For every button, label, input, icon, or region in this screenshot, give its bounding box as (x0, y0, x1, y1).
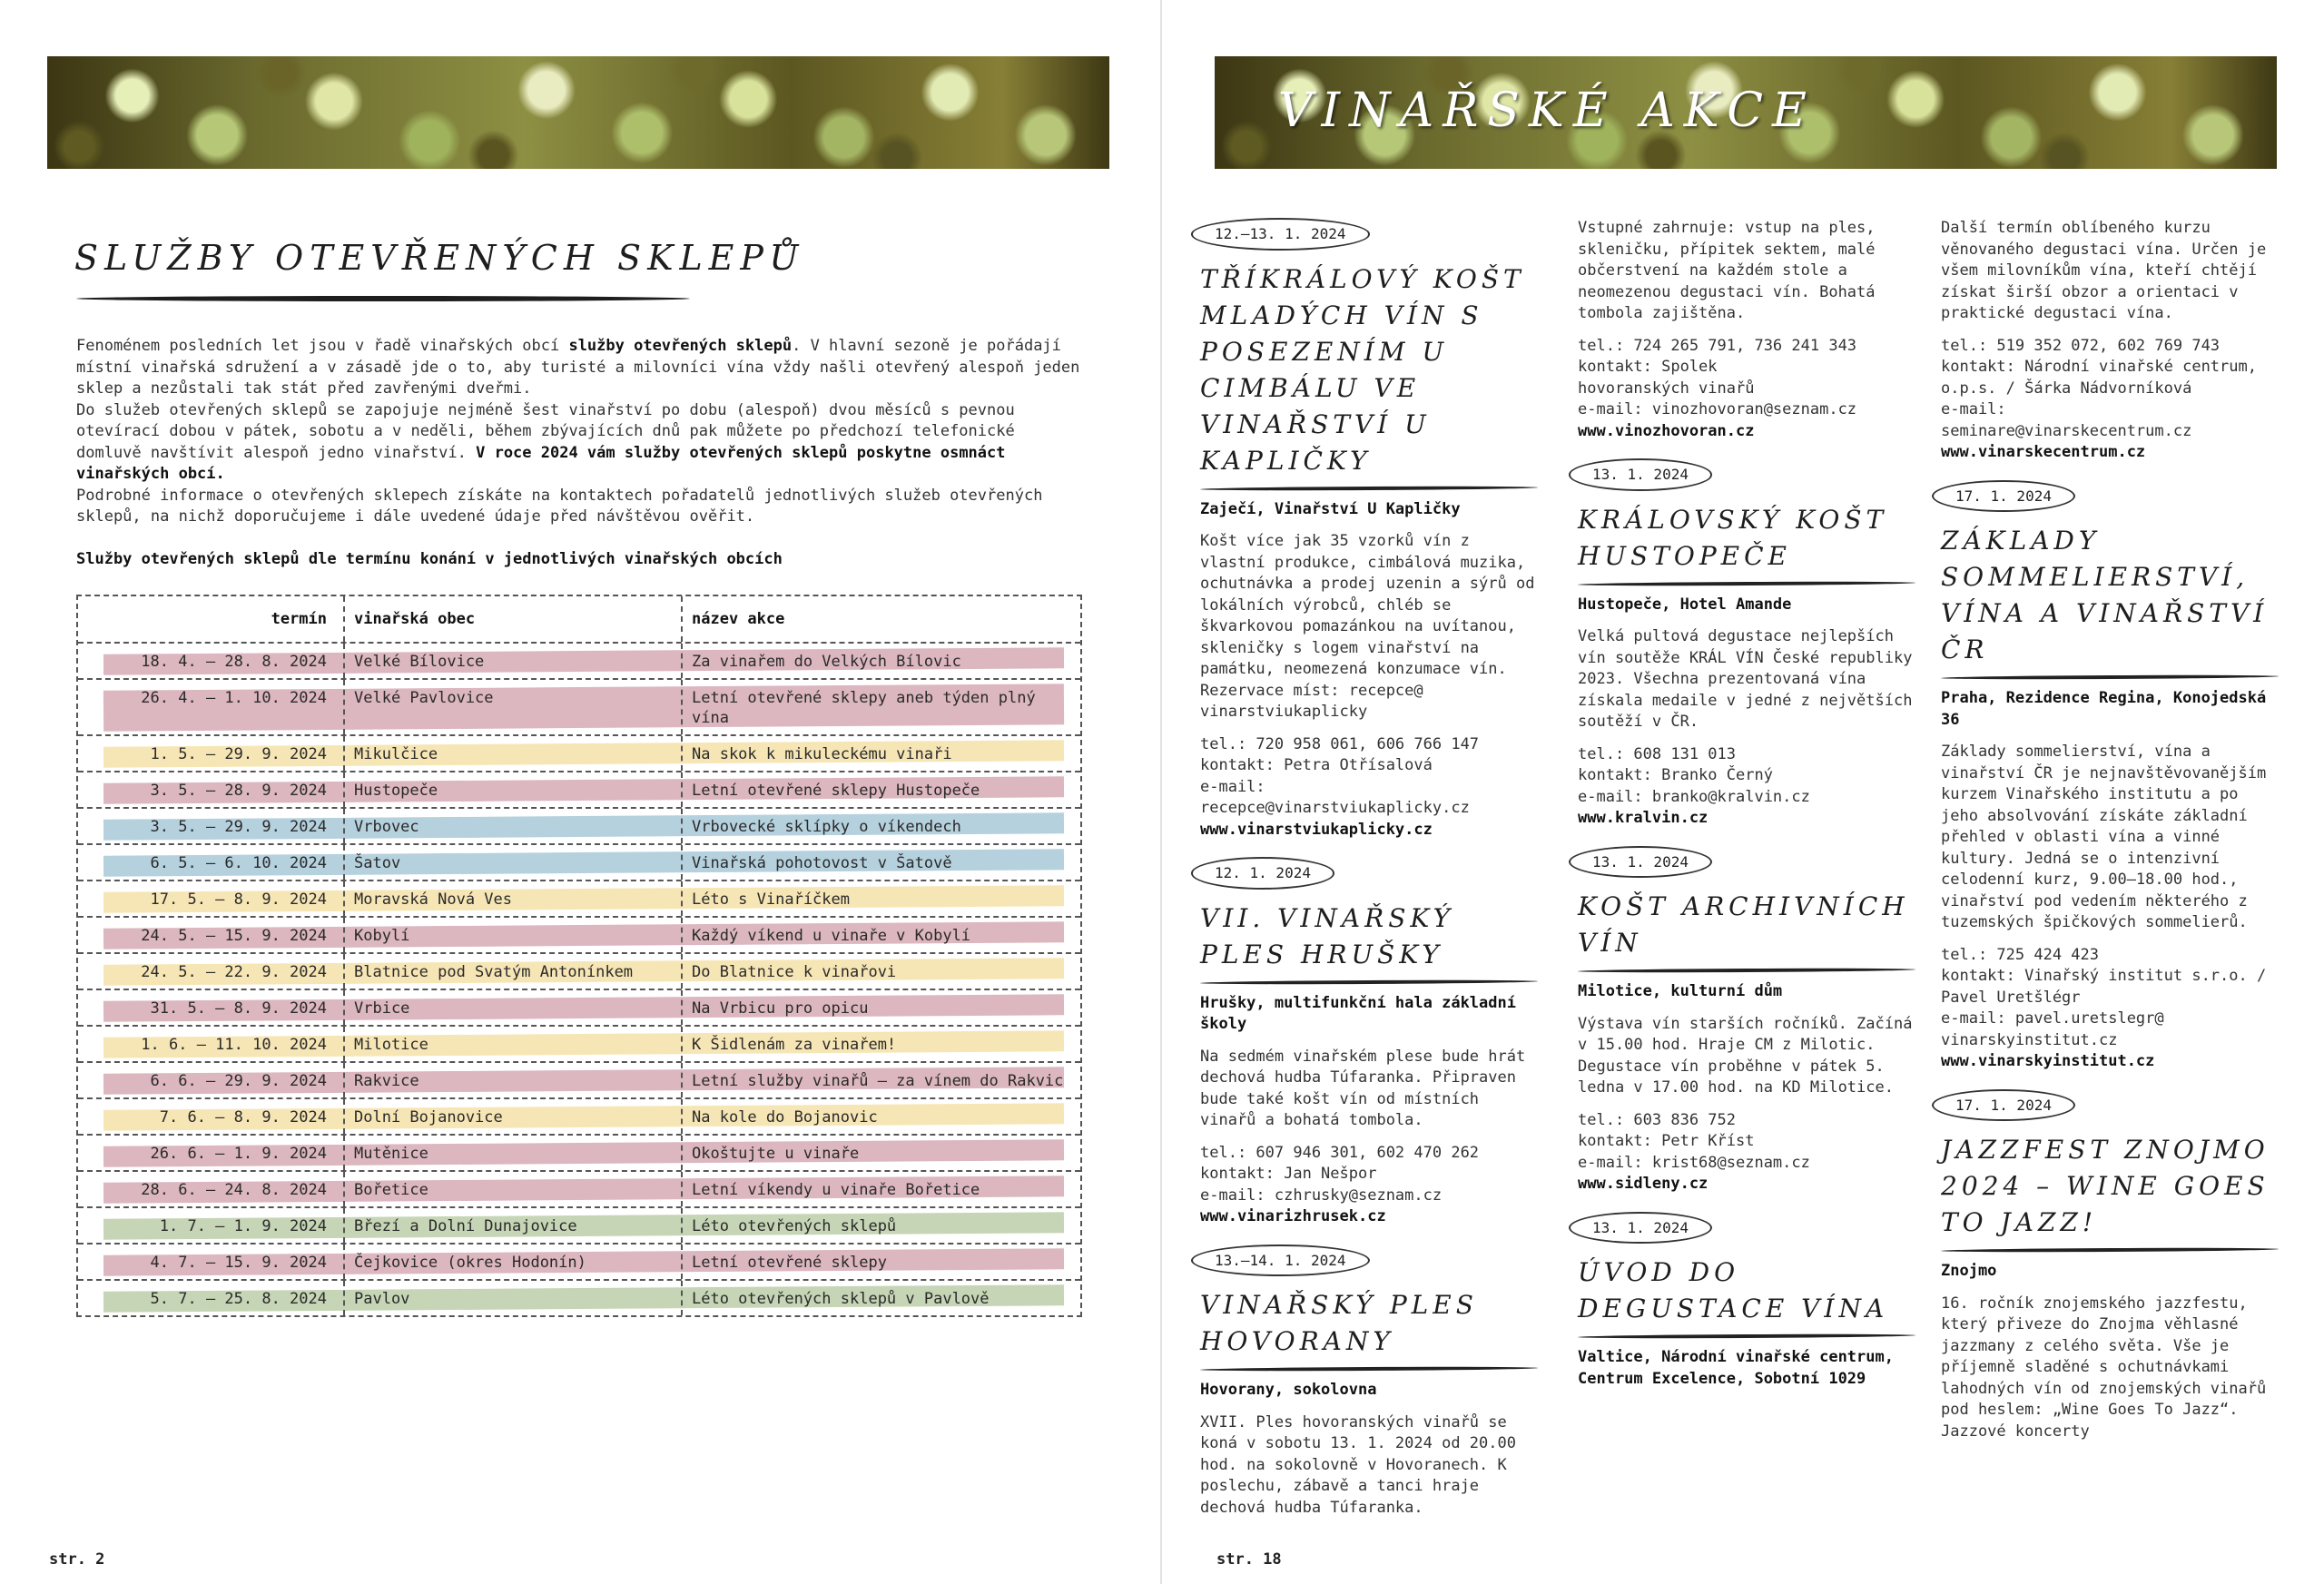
event-website: www.vinarstviukaplicky.cz (1200, 820, 1433, 839)
table-row (78, 845, 1080, 881)
cell-event: Letní víkendy u vinaře Bořetice (692, 1181, 980, 1199)
event-place: Milotice, kulturní dům (1578, 982, 1783, 1000)
event-date: 12. 1. 2024 (1191, 857, 1334, 890)
event-website: www.vinozhovoran.cz (1578, 421, 1755, 440)
event-description: Základy sommelierství, vína a vinařství ČR je nejnavštěvovanějším kurzem Vinařského institutu a po jeho absolvování získáte základní přehled v oblasti vína a vinné kultury. Jedná se o intenzivní celodenní kurz, 9.00–18.00 hod., vinařství pod vedením některého z tuzemských špičkových sommelierů. (1941, 743, 2267, 931)
table-row (78, 772, 1080, 809)
event-description: Vstupné zahrnuje: vstup na ples, skleničku, přípitek sektem, malé občerstvení na každém stole a neomezenou degustaci vín. Bohatá tombola zajištěna. (1578, 219, 1876, 322)
table-header (78, 596, 1080, 644)
cell-event: Léto otevřených sklepů (692, 1217, 897, 1235)
event-date: 12.–13. 1. 2024 (1191, 218, 1370, 251)
intro-paragraph-1: Fenoménem posledních let jsou v řadě vinařských obcí služby otevřených sklepů. V hlavní sezoně je pořádají místní vinařská sdružení a v zásadě jde o to, aby turisté a milovníci vína vždy našli otevřený alespoň jeden sklep a nezůstali tak stát před zavřenými dveřmi. (76, 337, 1080, 398)
header-village: vinařská obec (345, 596, 683, 642)
cell-term: 26. 4. – 1. 10. 2024 (78, 680, 345, 734)
table-row (78, 1063, 1080, 1099)
cell-village: Hustopeče (345, 772, 683, 807)
event (1200, 1245, 1538, 1520)
cell-village: Šatov (345, 845, 683, 880)
event-contact: tel.: 603 836 752 kontakt: Petr Kříst e-mail: krist68@seznam.cz (1578, 1110, 1810, 1172)
cell-term: 24. 5. – 15. 9. 2024 (78, 918, 345, 952)
event-contact: tel.: 607 946 301, 602 470 262 kontakt: Jan Nešpor e-mail: czhrusky@seznam.cz (1200, 1143, 1480, 1205)
cell-term: 5. 7. – 25. 8. 2024 (78, 1281, 345, 1315)
table-row (78, 1245, 1080, 1281)
header-event: název akce (692, 610, 785, 628)
grapes-banner-image (1215, 56, 2277, 169)
event-title: ZÁKLADY SOMMELIERSTVÍ, VÍNA A VINAŘSTVÍ ČR (1941, 526, 2269, 664)
event-place: Praha, Rezidence Regina, Konojedská 36 (1941, 689, 2267, 729)
cell-event: Za vinařem do Velkých Bílovic (692, 653, 961, 671)
event-description: Košt více jak 35 vzorků vín z vlastní produkce, cimbálová muzika, ochutnávka a prodej uzenin a sýrů od lokálních výrobců, chléb se škvarkovou pomazánkou na uvítanou, skleničky s logem vinařství na památku, neomezená konzumace vín. Rezervace míst: recepce@ vinarstviukaplicky (1200, 532, 1535, 721)
event (1578, 218, 1915, 442)
title-underline (1941, 1247, 2279, 1253)
event-description: 16. ročník znojemského jazzfestu, který přiveze do Znojma věhlasné jazzmany z celého světa. Vše je příjemně sladěné s ochutnávkami lahodných vín od znojemských vinařů pod heslem: „Wine Goes To Jazz“. Jazzové koncerty (1941, 1294, 2267, 1441)
event (1578, 1212, 1915, 1391)
cell-event: Vrbovecké sklípky o víkendech (692, 818, 961, 836)
event-website: www.kralvin.cz (1578, 809, 1709, 827)
events-column-1 (1200, 218, 1538, 1535)
cell-term: 6. 5. – 6. 10. 2024 (78, 845, 345, 880)
event-date: 13. 1. 2024 (1569, 846, 1712, 879)
title-underline (1578, 968, 1915, 973)
cell-event: Letní otevřené sklepy Hustopeče (692, 782, 980, 800)
event-title: KOŠT ARCHIVNÍCH VÍN (1578, 891, 1909, 958)
table-row (78, 644, 1080, 680)
title-underline (1578, 1333, 1915, 1339)
event-contact: tel.: 519 352 072, 602 769 743 kontakt: Národní vinařské centrum, o.p.s. / Šárka Nádvorníková e-mail: seminare@vinarskecentrum.cz (1941, 336, 2257, 440)
event-place: Hrušky, multifunkční hala základní školy (1200, 993, 1516, 1033)
grapes-banner-image (47, 56, 1109, 169)
event (1941, 1089, 2279, 1443)
title-underline (76, 296, 690, 301)
title-underline (1578, 581, 1915, 586)
cell-village: Vrbice (345, 990, 683, 1025)
event-date: 17. 1. 2024 (1932, 1089, 2075, 1122)
cell-village: Velké Bílovice (345, 644, 683, 678)
cell-event: Letní otevřené sklepy (692, 1254, 887, 1272)
event (1200, 218, 1538, 841)
cell-term: 18. 4. – 28. 8. 2024 (78, 644, 345, 678)
cell-village: Mikulčice (345, 736, 683, 771)
page-number: str. 18 (1216, 1550, 1282, 1569)
cell-event: Na skok k mikuleckému vinaři (692, 745, 952, 763)
table-row (78, 881, 1080, 918)
table-row (78, 680, 1080, 736)
cell-event: Na Vrbicu pro opicu (692, 999, 869, 1018)
cell-village: Rakvice (345, 1063, 683, 1097)
cell-village: Březí a Dolní Dunajovice (345, 1208, 683, 1243)
cell-village: Vrbovec (345, 809, 683, 843)
event-place: Hustopeče, Hotel Amande (1578, 595, 1792, 614)
table-title: Služby otevřených sklepů dle termínu konání v jednotlivých vinařských obcích (76, 550, 783, 568)
events-column-3 (1941, 218, 2279, 1459)
cell-village: Čejkovice (okres Hodonín) (345, 1245, 683, 1279)
event-date: 13.–14. 1. 2024 (1191, 1245, 1370, 1277)
cell-term: 26. 6. – 1. 9. 2024 (78, 1136, 345, 1170)
cell-village: Velké Pavlovice (345, 680, 683, 734)
cell-term: 4. 7. – 15. 9. 2024 (78, 1245, 345, 1279)
table-row (78, 918, 1080, 954)
event-website: www.vinarizhrusek.cz (1200, 1207, 1386, 1225)
title-underline (1200, 486, 1538, 491)
cell-event: K Šidlenám za vinařem! (692, 1036, 897, 1054)
cell-event: Letní otevřené sklepy aneb týden plný vína (692, 689, 1036, 727)
event-title: KRÁLOVSKÝ KOŠT HUSTOPEČE (1578, 504, 1888, 571)
cell-village: Milotice (345, 1027, 683, 1061)
table-row (78, 954, 1080, 990)
cell-event: Každý víkend u vinaře v Kobylí (692, 927, 971, 945)
page-number: str. 2 (49, 1550, 105, 1569)
cell-term: 1. 7. – 1. 9. 2024 (78, 1208, 345, 1243)
event-website: www.sidleny.cz (1578, 1175, 1709, 1193)
table-row (78, 1172, 1080, 1208)
cell-term: 31. 5. – 8. 9. 2024 (78, 990, 345, 1025)
event-place: Zaječí, Vinařství U Kapličky (1200, 499, 1461, 518)
event-title: TŘÍKRÁLOVÝ KOŠT MLADÝCH VÍN S POSEZENÍM U CIMBÁLU VE VINAŘSTVÍ U KAPLIČKY (1200, 263, 1525, 476)
cell-village: Dolní Bojanovice (345, 1099, 683, 1134)
event-contact: tel.: 608 131 013 kontakt: Branko Černý e-mail: branko@kralvin.cz (1578, 744, 1810, 806)
event (1578, 458, 1915, 830)
event (1941, 480, 2279, 1073)
event-title: ÚVOD DO DEGUSTACE VÍNA (1578, 1257, 1889, 1323)
cell-term: 7. 6. – 8. 9. 2024 (78, 1099, 345, 1134)
cell-term: 1. 6. – 11. 10. 2024 (78, 1027, 345, 1061)
cell-event: Letní služby vinařů – za vínem do Rakvic (692, 1072, 1064, 1090)
intro-paragraph-2: Do služeb otevřených sklepů se zapojuje nejméně šest vinařství po dobu (alespoň) dvou měsíců s pevnou otevírací dobou v pátek, sobotu a v neděli, během zbývajících dnů pak můžete po předchozí telefonické domluvě navštívit alespoň jedno vinařství. V roce 2024 vám služby otevřených sklepů poskytne osmnáct vinařských obcí. (76, 400, 1015, 483)
event-title: VINAŘSKÝ PLES HOVORANY (1200, 1290, 1478, 1356)
cell-event: Léto otevřených sklepů v Pavlově (692, 1290, 990, 1308)
event-website: www.vinarskyinstitut.cz (1941, 1052, 2155, 1070)
right-page (1162, 0, 2324, 1584)
event-description: Další termín oblíbeného kurzu věnovaného degustaci vína. Určen je všem milovníkům vína, kteří chtějí získat širší obzor a orientaci v praktické degustaci vína. (1941, 219, 2267, 322)
section-title: SLUŽBY OTEVŘENÝCH SKLEPŮ (74, 238, 805, 278)
cell-village: Bořetice (345, 1172, 683, 1206)
table-row (78, 1027, 1080, 1063)
event-contact: tel.: 720 958 061, 606 766 147 kontakt: Petra Otřísalová e-mail: recepce@vinarstviukaplicky.cz (1200, 734, 1480, 817)
event-description: Velká pultová degustace nejlepších vín soutěže KRÁL VÍN České republiky 2023. Všechna prezentovaná vína získala medaile v jedné z největších soutěží v ČR. (1578, 627, 1913, 731)
cell-term: 1. 5. – 29. 9. 2024 (78, 736, 345, 771)
cell-term: 3. 5. – 28. 9. 2024 (78, 772, 345, 807)
cell-term: 28. 6. – 24. 8. 2024 (78, 1172, 345, 1206)
title-underline (1200, 1366, 1538, 1372)
cell-village: Pavlov (345, 1281, 683, 1315)
event-place: Znojmo (1941, 1262, 1997, 1280)
table-row (78, 1208, 1080, 1245)
event-description: Výstava vín starších ročníků. Začíná v 15.00 hod. Hraje CM z Milotic. Degustace vín proběhne v pátek 5. ledna v 17.00 hod. na KD Milotice. (1578, 1014, 1913, 1097)
cell-village: Kobylí (345, 918, 683, 952)
cell-event: Do Blatnice k vinařovi (692, 963, 897, 981)
event-date: 13. 1. 2024 (1569, 1212, 1712, 1245)
cellars-table (76, 595, 1082, 1317)
cell-village: Moravská Nová Ves (345, 881, 683, 916)
event-contact: tel.: 725 424 423 kontakt: Vinařský institut s.r.o. / Pavel Uretšlégr e-mail: pavel.uretslegr@ vinarskyinstitut.cz (1941, 945, 2267, 1049)
cell-term: 24. 5. – 22. 9. 2024 (78, 954, 345, 989)
event (1200, 857, 1538, 1228)
event-place: Hovorany, sokolovna (1200, 1381, 1377, 1399)
event-website: www.vinarskecentrum.cz (1941, 443, 2146, 461)
event-place: Valtice, Národní vinařské centrum, Centrum Excelence, Sobotní 1029 (1578, 1348, 1894, 1388)
table-row (78, 736, 1080, 772)
header-term: termín (78, 596, 345, 642)
intro-text (76, 336, 1084, 528)
cell-village: Mutěnice (345, 1136, 683, 1170)
title-underline (1200, 979, 1538, 985)
cell-term: 3. 5. – 29. 9. 2024 (78, 809, 345, 843)
event-title: JAZZFEST ZNOJMO 2024 – WINE GOES TO JAZZ! (1941, 1135, 2270, 1237)
table-row (78, 809, 1080, 845)
cell-village: Blatnice pod Svatým Antonínkem (345, 954, 683, 989)
event-description: Na sedmém vinařském plese bude hrát dechová hudba Túfaranka. Připraven bude také košt vín od místních vinařů a bohatá tombola. (1200, 1047, 1526, 1129)
event-date: 13. 1. 2024 (1569, 458, 1712, 491)
intro-paragraph-3: Podrobné informace o otevřených sklepech získáte na kontaktech pořadatelů jednotlivých služeb otevřených sklepů, na nichž doporučujeme i dále uvedené údaje před návštěvou ověřit. (76, 486, 1043, 526)
event-contact: tel.: 724 265 791, 736 241 343 kontakt: Spolek hovoranských vinařů e-mail: vinozhovoran@seznam.cz (1578, 336, 1857, 418)
banner-title: VINAŘSKÉ AKCE (1278, 84, 1817, 138)
table-row (78, 1281, 1080, 1315)
event (1941, 218, 2279, 464)
event-title: VII. VINAŘSKÝ PLES HRUŠKY (1200, 902, 1455, 969)
cell-term: 6. 6. – 29. 9. 2024 (78, 1063, 345, 1097)
cell-event: Okoštujte u vinaře (692, 1145, 860, 1163)
cell-term: 17. 5. – 8. 9. 2024 (78, 881, 345, 916)
table-row (78, 1136, 1080, 1172)
event-date: 17. 1. 2024 (1932, 480, 2075, 513)
cell-event: Na kole do Bojanovic (692, 1108, 878, 1127)
table-row (78, 1099, 1080, 1136)
cell-event: Vinařská pohotovost v Šatově (692, 854, 952, 872)
cell-event: Léto s Vinaříčkem (692, 890, 850, 909)
title-underline (1941, 674, 2279, 680)
event (1578, 846, 1915, 1195)
events-column-2 (1578, 218, 1915, 1406)
event-description: XVII. Ples hovoranských vinařů se koná v sobotu 13. 1. 2024 od 20.00 hod. na sokolovně v Hovoranech. K poslechu, zábavě a tanci hraje dechová hudba Túfaranka. (1200, 1412, 1516, 1517)
table-row (78, 990, 1080, 1027)
table-body (78, 644, 1080, 1315)
